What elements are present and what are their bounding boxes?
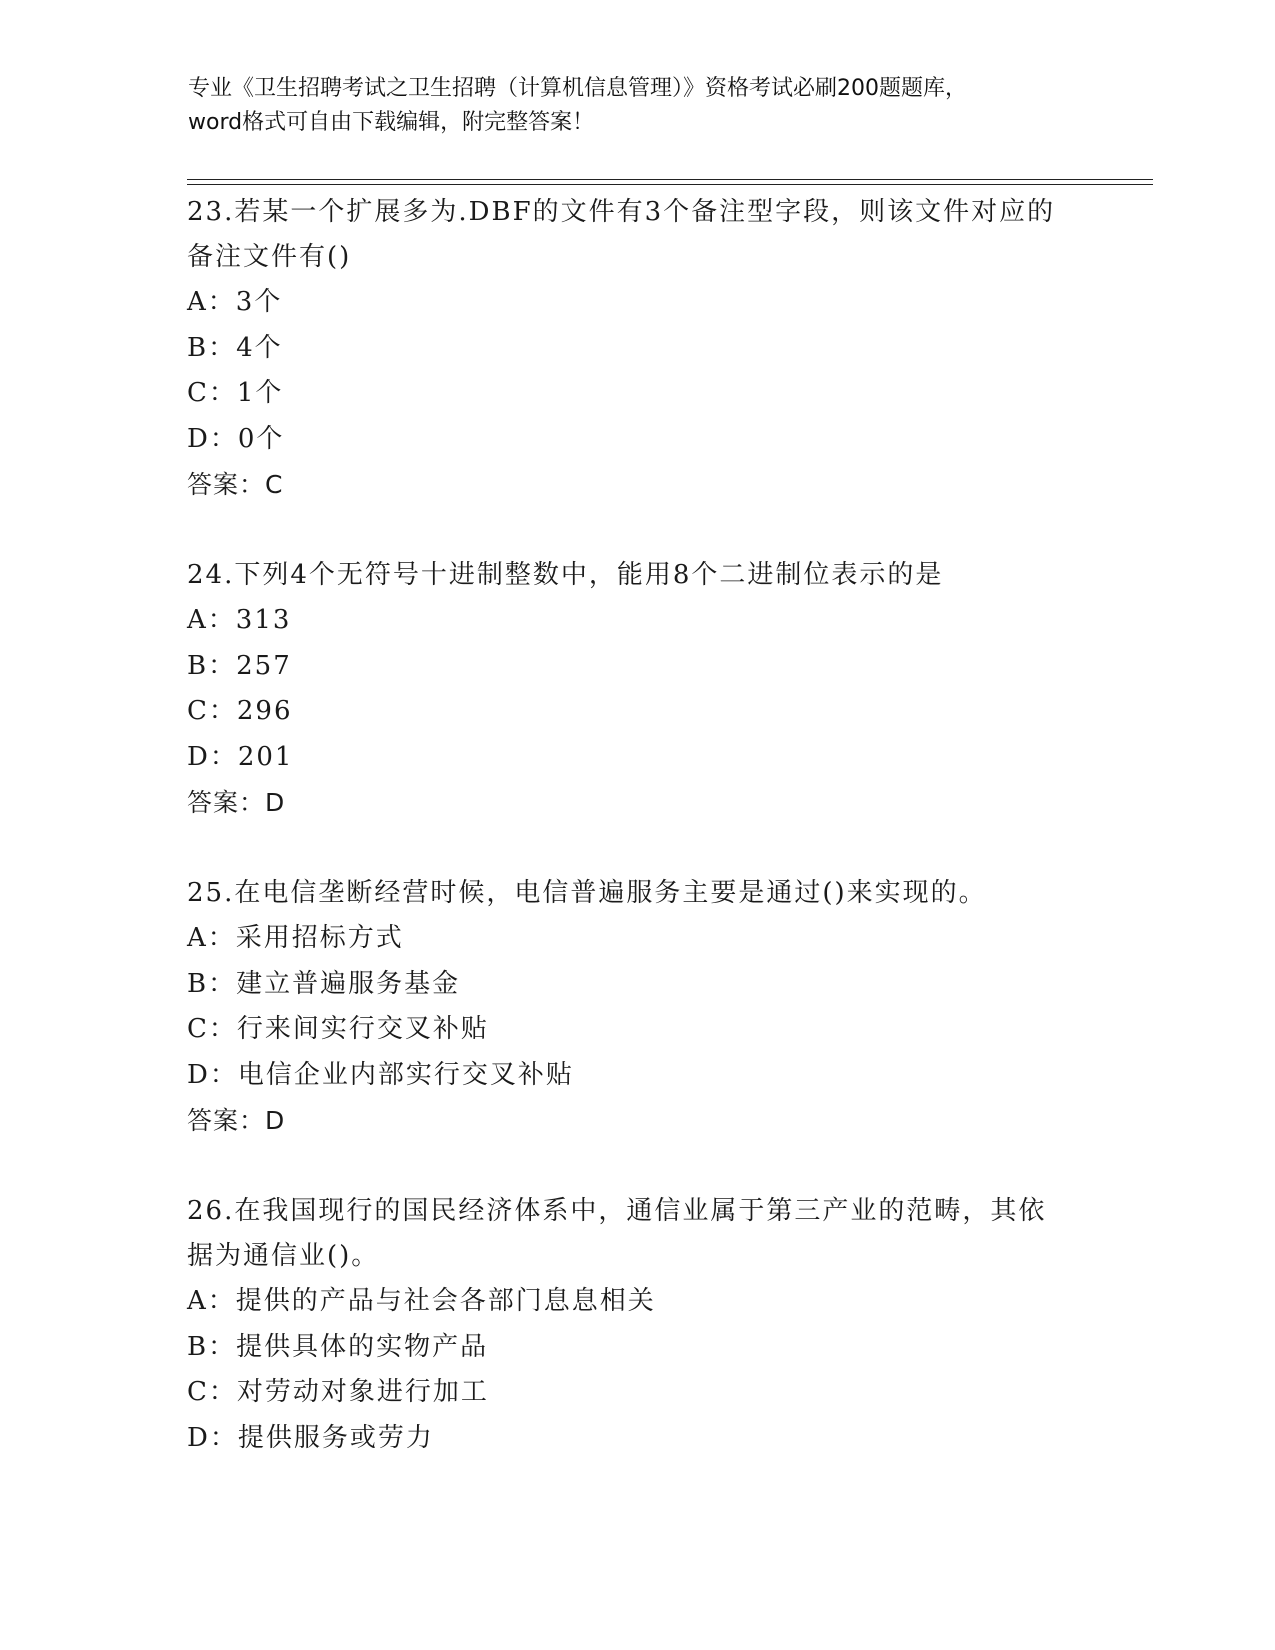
option-d: D：201 bbox=[187, 741, 294, 772]
option-d: D：提供服务或劳力 bbox=[187, 1422, 434, 1453]
question-stem-line: 24.下列4个无符号十进制整数中，能用8个二进制位表示的是 bbox=[187, 560, 944, 590]
question-stem-line: 25.在电信垄断经营时候，电信普遍服务主要是通过()来实现的。 bbox=[187, 878, 987, 908]
question-spacer bbox=[187, 1144, 1147, 1189]
question-stem bbox=[187, 190, 1147, 280]
answer: 答案：C bbox=[187, 470, 284, 499]
header-divider-top bbox=[187, 179, 1153, 180]
option-a: A：提供的产品与社会各部门息息相关 bbox=[187, 1286, 656, 1316]
question-26 bbox=[187, 1189, 1147, 1461]
question-stem bbox=[187, 553, 1147, 598]
question-stem-line: 备注文件有() bbox=[187, 242, 352, 272]
header-title-line-2: word格式可自由下载编辑，附完整答案！ bbox=[188, 110, 595, 135]
question-24 bbox=[187, 553, 1147, 826]
question-stem-line: 据为通信业()。 bbox=[187, 1241, 380, 1271]
question-stem bbox=[187, 871, 1147, 916]
option-b: B：4个 bbox=[187, 332, 283, 363]
option-a: A：313 bbox=[187, 605, 292, 635]
option-b: B：257 bbox=[187, 650, 292, 681]
option-c: C：1个 bbox=[187, 378, 284, 408]
option-b: B：建立普遍服务基金 bbox=[187, 968, 461, 999]
document-header bbox=[188, 72, 1088, 140]
answer: 答案：D bbox=[187, 788, 286, 817]
header-divider-bottom bbox=[187, 184, 1153, 185]
question-23 bbox=[187, 190, 1147, 508]
option-a: A：3个 bbox=[187, 287, 283, 317]
question-stem-line: 23.若某一个扩展多为.DBF的文件有3个备注型字段，则该文件对应的 bbox=[187, 197, 1056, 227]
question-spacer bbox=[187, 508, 1147, 553]
header-title-line-1: 专业《卫生招聘考试之卫生招聘（计算机信息管理）》资格考试必刷200题题库， bbox=[188, 76, 967, 101]
option-b: B：提供具体的实物产品 bbox=[187, 1331, 489, 1362]
option-c: C：行来间实行交叉补贴 bbox=[187, 1014, 489, 1044]
question-spacer bbox=[187, 826, 1147, 871]
option-d: D：0个 bbox=[187, 423, 285, 454]
question-stem-line: 26.在我国现行的国民经济体系中，通信业属于第三产业的范畴，其依 bbox=[187, 1196, 1047, 1226]
question-stem bbox=[187, 1189, 1147, 1279]
question-list bbox=[187, 190, 1147, 1461]
question-25 bbox=[187, 871, 1147, 1144]
option-d: D：电信企业内部实行交叉补贴 bbox=[187, 1059, 574, 1090]
option-c: C：296 bbox=[187, 696, 293, 726]
option-a: A：采用招标方式 bbox=[187, 923, 404, 953]
answer: 答案：D bbox=[187, 1106, 286, 1135]
option-c: C：对劳动对象进行加工 bbox=[187, 1377, 489, 1407]
